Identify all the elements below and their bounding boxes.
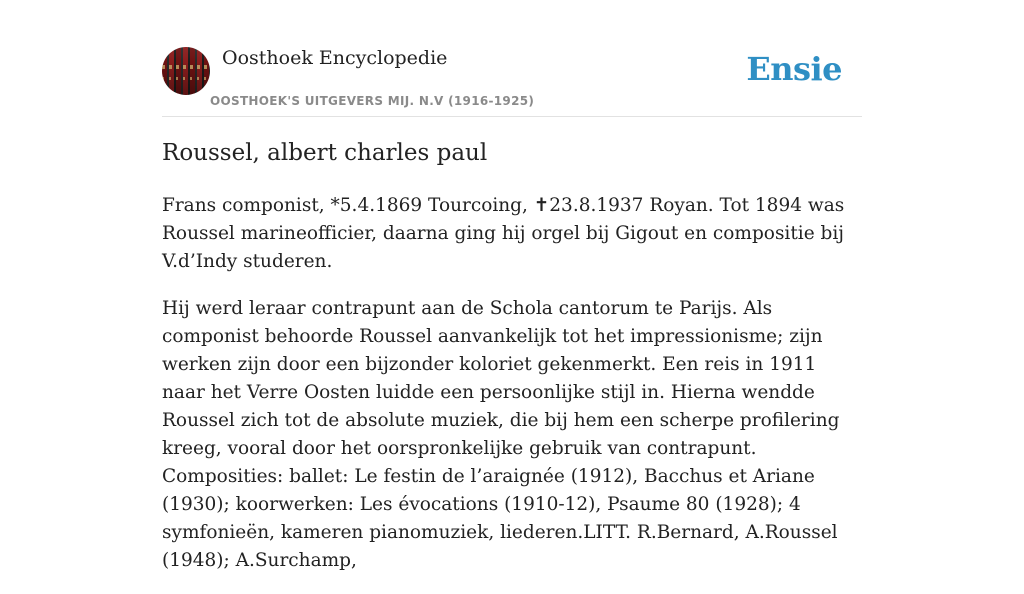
article-paragraph: Frans componist, *5.4.1869 Tourcoing, ✝23.8.1937 Royan. Tot 1894 was Roussel marineofficier, daarna ging hij orgel bij Gigout en compositie bij V.d’Indy studeren.	[162, 195, 845, 272]
ensie-logo[interactable]: Ensie	[746, 50, 842, 88]
site-name[interactable]: Oosthoek Encyclopedie	[222, 47, 448, 69]
site-header	[162, 44, 862, 117]
article-body	[162, 192, 862, 594]
article-title: Roussel, albert charles paul	[162, 140, 488, 166]
book-spines-icon[interactable]	[162, 47, 210, 95]
publisher-label: OOSTHOEK'S UITGEVERS MIJ. N.V (1916-1925)	[210, 94, 535, 108]
article-paragraph: Hij werd leraar contrapunt aan de Schola cantorum te Parijs. Als componist behoorde Roussel aanvankelijk tot het impressionisme; zijn werken zijn door een bijzonder koloriet gekenmerkt. Een reis in 1911 naar het Verre Oosten luidde een persoonlijke stijl in. Hierna wendde Roussel zich tot de absolute muziek, die bij hem een scherpe profilering kreeg, vooral door het oorspronkelijke gebruik van contrapunt. Composities: ballet: Le festin de l’araignée (1912), Bacchus et Ariane (1930); koorwerken: Les évocations (1910-12), Psaume 80 (1928); 4 symfonieën, kameren pianomuziek, liederen.LITT. R.Bernard, A.Roussel (1948); A.Surchamp,	[162, 298, 840, 571]
